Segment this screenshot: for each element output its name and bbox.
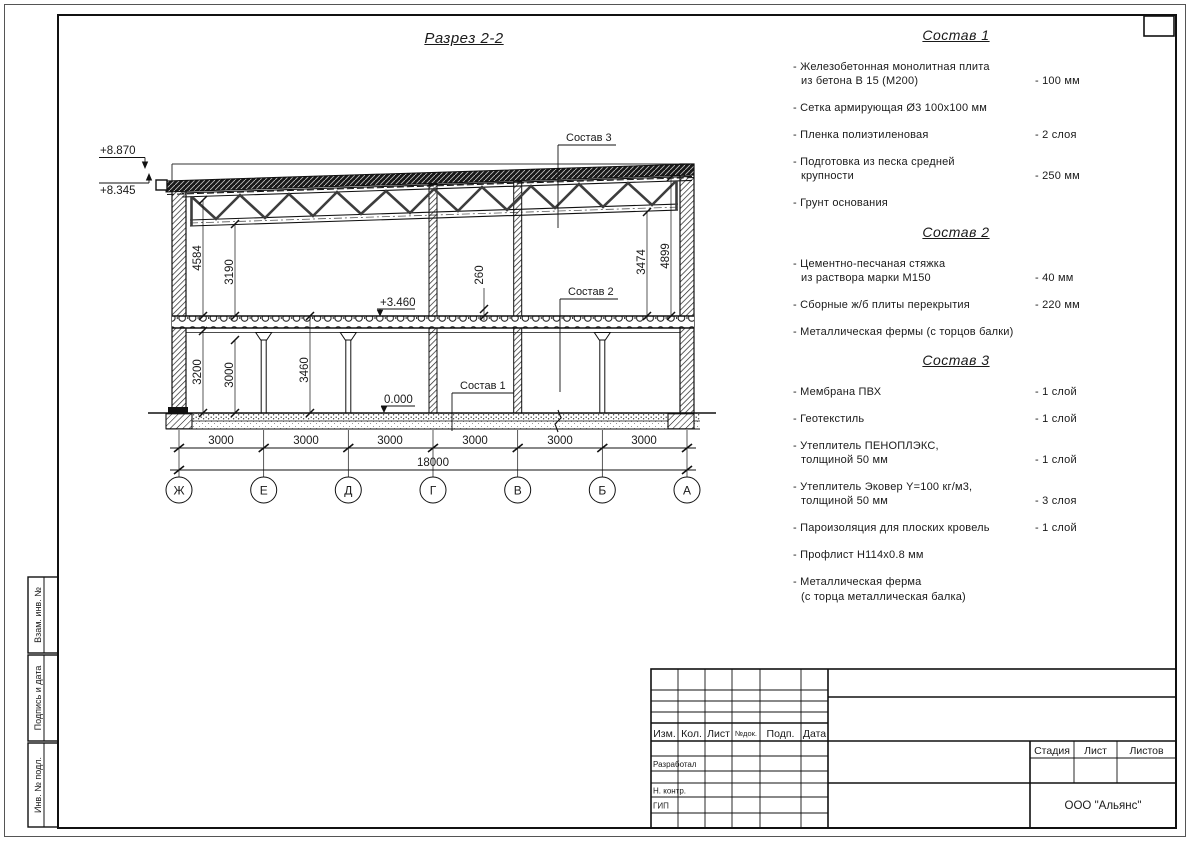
composition-lists — [793, 27, 1119, 617]
left-base-plate — [168, 407, 188, 413]
dim-3000: 3000 — [224, 362, 236, 388]
composition-item — [793, 480, 1119, 508]
composition-item-line: - Железобетонная монолитная плита — [793, 61, 990, 73]
composition-item-text — [793, 325, 1035, 339]
composition-item-text — [793, 298, 1035, 312]
left-footing — [166, 414, 192, 429]
bay-dim-1: 3000 — [208, 435, 234, 447]
composition-item-line: из бетона В 15 (М200) — [801, 75, 919, 88]
axis-b: Б — [598, 483, 607, 498]
dim-3200: 3200 — [192, 359, 204, 385]
composition-item-line: - Мембрана ПВХ — [793, 385, 882, 398]
right-footing — [668, 414, 694, 429]
composition-item — [793, 298, 1119, 312]
elevation-8870: +8.870 — [100, 145, 136, 157]
tb-company: ООО "Альянс" — [1064, 800, 1142, 812]
composition-item-text — [793, 155, 1035, 183]
left-wall — [172, 190, 186, 413]
total-dim: 18000 — [417, 457, 449, 469]
composition-item-value: - 2 слоя — [1035, 129, 1077, 142]
composition-item-line: - Металлическая фермы (с торцов балки) — [793, 325, 1014, 338]
composition-item-text — [793, 548, 1035, 562]
bay-dim-2: 3000 — [293, 435, 319, 447]
section-drawing — [148, 164, 716, 432]
bay-dim-5: 3000 — [547, 435, 573, 447]
composition-item-value: - 1 слой — [1035, 454, 1077, 467]
composition-title: Состав 1 — [922, 27, 990, 43]
callout-sostav2: Состав 2 — [568, 286, 614, 298]
tb-row-developed: Разработал — [653, 760, 697, 769]
composition-item-value: - 1 слой — [1035, 522, 1077, 535]
composition-item — [793, 521, 1119, 535]
composition-item — [793, 439, 1119, 467]
composition-item-line: крупности — [801, 170, 854, 183]
sidebar-label-vzam: Взам. инв. № — [33, 587, 43, 643]
composition-item-value: - 3 слоя — [1035, 495, 1077, 508]
page-title: Разрез 2-2 — [424, 30, 504, 47]
composition-item-value: - 1 слой — [1035, 412, 1077, 425]
dim-3190: 3190 — [224, 259, 236, 285]
dim-260: 260 — [474, 265, 486, 285]
composition-item — [793, 60, 1119, 88]
composition-item-line: толщиной 50 мм — [801, 495, 889, 508]
dim-3474: 3474 — [636, 249, 648, 275]
composition-item-line: толщиной 50 мм — [801, 454, 889, 467]
dim-4899: 4899 — [660, 243, 672, 269]
composition-item — [793, 548, 1119, 562]
composition-item-value: - 100 мм — [1035, 75, 1080, 88]
dim-4584: 4584 — [192, 245, 204, 271]
composition-item-line: (с торца металлическая балка) — [801, 590, 966, 603]
composition-item-line: - Пароизоляция для плоских кровель — [793, 522, 990, 535]
composition-item-line: - Геотекстиль — [793, 412, 865, 425]
composition-item-text — [793, 521, 1035, 535]
composition-item-text — [793, 385, 1035, 399]
sheet-number-box — [1144, 16, 1174, 36]
sidebar-attribute-labels — [33, 587, 43, 813]
composition-item — [793, 575, 1119, 603]
composition-item-line: - Металлическая ферма — [793, 576, 922, 589]
composition-item — [793, 155, 1119, 183]
tb-col-list: Лист — [707, 728, 730, 740]
composition-item-line: - Сборные ж/б плиты перекрытия — [793, 298, 970, 311]
composition-item-text — [793, 257, 1035, 285]
axis-g: Г — [429, 483, 437, 498]
tb-col-data: Дата — [802, 728, 827, 740]
axis-e: Е — [259, 483, 268, 498]
composition-item-text — [793, 439, 1035, 467]
callout-sostav3: Состав 3 — [566, 132, 612, 144]
composition-item-text — [793, 196, 1035, 210]
axis-zh: Ж — [173, 483, 185, 498]
composition-item-line: - Сетка армирующая Ø3 100х100 мм — [793, 102, 988, 115]
composition-item-value: - 250 мм — [1035, 170, 1080, 183]
composition-item-text — [793, 480, 1035, 508]
composition-item-text — [793, 575, 1035, 603]
bay-dim-4: 3000 — [462, 435, 488, 447]
dim-3460: 3460 — [299, 357, 311, 383]
composition-item-line: - Подготовка из песка средней — [793, 156, 955, 169]
bay-dim-3: 3000 — [377, 435, 403, 447]
composition-item — [793, 257, 1119, 285]
composition-item — [793, 412, 1119, 426]
composition-item-value: - 1 слой — [1035, 385, 1077, 398]
axis-bubbles — [166, 477, 700, 503]
sidebar-label-podpis: Подпись и дата — [33, 665, 43, 731]
tb-row-gip: ГИП — [653, 801, 669, 811]
tb-row-ncontrol: Н. контр. — [653, 786, 687, 796]
composition-item-line: - Утеплитель Эковер Y=100 кг/м3, — [793, 481, 973, 494]
roof-eave-cap — [156, 180, 167, 190]
composition-item-value: - 220 мм — [1035, 298, 1080, 311]
tb-col-kol: Кол. — [681, 728, 702, 740]
tb-col-izm: Изм. — [653, 728, 676, 740]
tb-stage: Стадия — [1034, 745, 1070, 757]
axis-d: Д — [344, 483, 353, 498]
elevation-8345: +8.345 — [100, 185, 136, 197]
composition-title: Состав 2 — [922, 223, 990, 240]
composition-item — [793, 196, 1119, 210]
sidebar-label-inv: Инв. № подл. — [33, 756, 43, 814]
bottom-dimensions — [170, 430, 696, 477]
bay-dim-6: 3000 — [631, 435, 657, 447]
tb-col-ndok: №док. — [735, 729, 757, 738]
right-wall — [680, 164, 694, 413]
composition-item-line: - Пленка полиэтиленовая — [793, 129, 929, 142]
callout-sostav1: Состав 1 — [460, 380, 506, 392]
tb-sheets: Листов — [1129, 745, 1164, 757]
composition-item-line: - Утеплитель ПЕНОПЛЭКС, — [793, 440, 939, 453]
composition-item-line: из раствора марки М150 — [801, 271, 931, 284]
composition-item-text — [793, 412, 1035, 426]
composition-item — [793, 325, 1119, 339]
composition-item-line: - Цементно-песчаная стяжка — [793, 257, 946, 270]
title-block — [651, 669, 1176, 828]
composition-item-line: - Профлист Н114х0.8 мм — [793, 549, 924, 562]
composition-item-text — [793, 60, 1035, 88]
composition-item-value: - 40 мм — [1035, 271, 1074, 284]
axis-a: А — [682, 483, 692, 498]
axis-v: В — [513, 483, 522, 498]
elevation-0000: 0.000 — [384, 394, 413, 406]
tb-col-podp: Подп. — [766, 728, 795, 740]
composition-item — [793, 101, 1119, 115]
composition-item-line: - Грунт основания — [793, 197, 888, 210]
elevation-3460: +3.460 — [380, 297, 416, 309]
composition-title: Состав 3 — [922, 351, 990, 368]
composition-item — [793, 385, 1119, 399]
composition-item-text — [793, 128, 1035, 142]
tb-sheet: Лист — [1084, 745, 1107, 757]
composition-item — [793, 128, 1119, 142]
composition-item-text — [793, 101, 1035, 115]
